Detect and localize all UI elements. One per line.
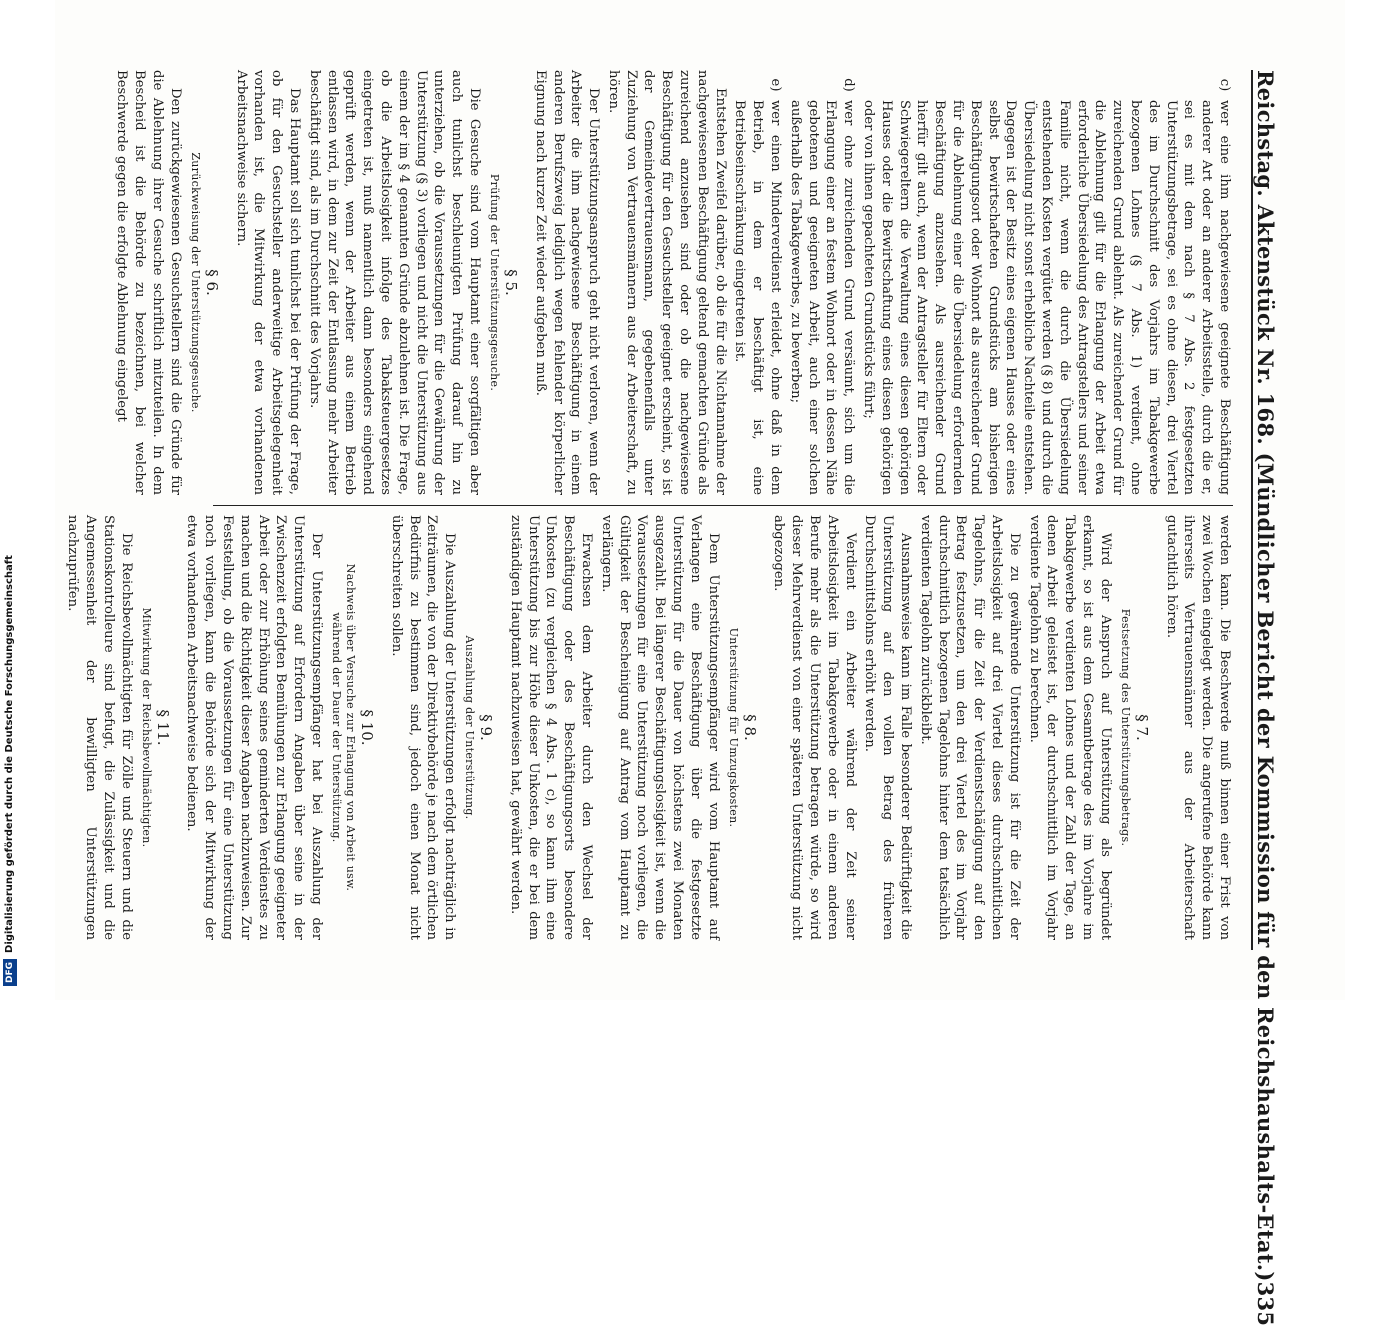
list-text: wer ohne zureichenden Grund versäumt, sich um die Erlangung einer an festem Wohnort oder in dessen Nähe gebotenen und geeigneten Arbeit, auch einer solchen außerhalb des Tabakgewerbes, zu bewerben; <box>787 100 857 495</box>
list-letter: e) <box>768 78 784 92</box>
section-number: § 7. <box>1132 714 1151 741</box>
paragraph: werden kann. Die Beschwerde muß binnen einer Frist von zwei Wochen eingelegt werden. Die angerufene Behörde kann ihrerseits Vertrauensmänner aus der Arbeiterschaft gutachtlich hören. <box>1163 515 1232 940</box>
paragraph: Verdient ein Arbeiter während der Zeit seiner Arbeitslosigkeit im Tabakgewerbe oder in einem anderen Berufe mehr als die Unterstützung betragen würde, so wird dieser Mehrverdienst von einer späteren Unterstützung nicht abgezogen. <box>771 515 858 940</box>
paragraph: Den zurückgewiesenen Gesuchstellern sind die Gründe für die Ablehnung ihrer Gesuche schriftlich mitzuteilen. In dem Bescheid ist die Behörde zu bezeichnen, bei welcher Beschwerde gegen die erfolgte Ablehnung eingelegt <box>114 70 183 495</box>
paragraph: Die zu gewährende Unterstützung ist für die Zeit der Arbeitslosigkeit auf drei Viertel dieses durchschnittlichen Tagelohns, für die Zeit der Verdienstschädigung auf den Betrag festzusetzen, um den drei Viertel des im Vorjahr durchschnittlich bezogenen Tagelohns hinter dem tatsächlich verdienten Tagelohn zurückbleibt. <box>917 515 1022 940</box>
list-text: wer einen Minderverdienst erleidet, ohne daß in dem Betrieb, in dem er beschäftigt ist, eine Betriebseinschränkung eingetreten ist. <box>732 100 784 495</box>
paragraph: Dem Unterstützungsempfänger wird vom Hauptamt auf Verlangen eine Beschäftigung über die festgesetzte Unterstützung für die Dauer von höchstens zwei Monaten ausgezahlt. Bei längerer Beschäftigungslosigkeit ist, wenn die Voraussetzungen für eine Unterstützung noch vorliegen, die Gültigkeit der Bescheinigung auf Antrag vom Hauptamt zu verlängern. <box>598 515 721 940</box>
paragraph: Der Unterstützungsanspruch geht nicht verloren, wenn der Arbeiter die ihm nachgewiesene Beschäftigung in einem anderen Berufszweig lediglich wegen fehlender körperlicher Eignung nach kurzer Zeit wieder aufgeben muß. <box>532 70 602 495</box>
section-number: § 8. <box>740 714 759 741</box>
paragraph: Die Reichsbevollmächtigten für Zölle und Steuern und die Stationskontrolleure sind befugt, die Zulässigkeit und die Angemessenheit der bewilligten Unterstützungen nachzuprüfen. <box>65 515 134 940</box>
page-header <box>1251 70 1287 1326</box>
paragraph: Wird der Anspruch auf Unterstützung als begründet erkannt, so ist aus dem Gesamtbetrage des im Vorjahre im Tabakgewerbe verdienten Lohnes und der Zahl der Tage, an denen Arbeit geleistet ist, der durchschnittlich im Vorjahr verdiente Tagelohn zu berechnen. <box>1026 515 1113 940</box>
digitization-credit-text: Digitalisierung gefördert durch die Deutsche Forschungsgemeinschaft <box>4 555 15 953</box>
section-title: Prüfung der Unterstützungsgesuche. <box>487 173 501 392</box>
section-number: § 5. <box>501 269 520 296</box>
list-item-d <box>786 70 857 495</box>
section-title: Nachweis über Versuche zur Erlangung von Arbeit usw. während der Dauer der Unterstützung. <box>329 563 357 892</box>
list-text: wer eine ihm nachgewiesene geeignete Beschäftigung anderer Art oder an anderer Arbeitsstelle, durch die er, sei es mit dem nach § 7 Abs. 2 festgesetzten Unterstützungsbetrage, sei es ohne diesen, drei Viertel des im Durchschnitt des Vorjahrs im Tabakgewerbe bezogenen Lohnes (§ 7 Abs. 1) verdient, ohne zureichenden Grund ablehnt. Als zureichender Grund für die Ablehnung gilt für die Erlangung der Arbeit etwa erforderliche Übersiedelung des Antragstellers und seiner Familie nicht, wenn die durch die Übersiedelung entstehenden Kosten vergütet werden (§ 8) und durch die Übersiedelung nicht sonst erhebliche Nachteile entstehen. Dagegen ist der Besitz eines eigenen Hauses oder eines selbst bewirtschafteten Grundstücks am bisherigen Beschäftigungsort oder Wohnort als ausreichender Grund für die Ablehnung einer die Übersiedelung erfordernden Beschäftigung anzusehen. Als ausreichender Grund hierfür gilt auch, wenn der Antragsteller für Eltern oder Schwiegereltern die Verwaltung eines diesen gehörigen Hauses oder die Bewirtschaftung eines diesen gehörigen oder von ihnen gepachteten Grundstücks führt; <box>861 100 1232 495</box>
dfg-logo: DFG <box>3 959 17 986</box>
section-number: § 10. <box>357 709 376 746</box>
right-column <box>65 515 1233 940</box>
left-column <box>114 70 1233 495</box>
page-title: Reichstag. Aktenstück Nr. 168. (Mündlicher Bericht der Kommission für den Reichshaushalts-Etat.) <box>1253 70 1278 1282</box>
section-number: § 9. <box>477 714 496 741</box>
document-page <box>55 0 1345 1326</box>
page-number: 335 <box>1253 1281 1278 1326</box>
section-title: Unterstützung für Umzugskosten. <box>726 627 740 828</box>
paragraph: Erwachsen dem Arbeiter durch den Wechsel der Beschäftigung oder des Beschäftigungsorts besondere Unkosten (zu vergleichen § 4 Abs. 1 c), so kann ihm eine Unterstützung bis zur Höhe dieser Unkosten, die er bei dem zuständigen Hauptamt nachzuweisen hat, gewährt werden. <box>507 515 595 940</box>
section-number: § 11. <box>153 709 172 746</box>
section-title: Festsetzung des Unterstützungsbetrags. <box>1118 608 1132 847</box>
section-number: § 6. <box>202 269 221 296</box>
paragraph: Die Gesuche sind vom Hauptamt einer sorgfältigen aber auch tunlichst beschleunigten Prüfung darauf hin zu unterziehen, ob die Voraussetzungen für die Gewährung der Unterstützung (§ 3) vorliegen und nicht die Unterstützung aus einem der im § 4 genannten Gründe abzulehnen ist. Die Frage, ob die Arbeitslosigkeit infolge des Tabaksteuergesetzes eingetreten ist, muß namentlich dann besonders eingehend geprüft werden, wenn der Arbeiter aus einem Betrieb entlassen wird, in dem zur Zeit der Entlassung mehr Arbeiter beschäftigt sind, als im Durchschnitt des Vorjahrs. <box>306 70 482 495</box>
list-item-e <box>731 70 784 495</box>
column-divider <box>213 505 1233 506</box>
paragraph: Ausnahmsweise kann im Falle besonderer Bedürftigkeit die Unterstützung auf den vollen Betrag des früheren Durchschnittslohns erhöht werden. <box>862 515 914 940</box>
paragraph: Der Unterstützungsempfänger hat bei Auszahlung der Unterstützung auf Erfordern Angaben über seine in der Zwischenzeit erfolgten Bemühungen zur Erlangung geeigneter Arbeit oder zur Erhöhung seines geminderten Verdienstes zu machen und die Richtigkeit dieser Angaben nachzuweisen. Zur Feststellung, ob die Voraussetzungen für eine Unterstützung noch vorliegen, kann die Behörde sich der Mitwirkung der etwa vorhandenen Arbeitsnachweise bedienen. <box>184 515 324 940</box>
list-item-c <box>859 70 1233 495</box>
section-title: Auszahlung der Unterstützung. <box>463 635 477 820</box>
digitization-credit <box>0 0 20 1000</box>
section-title: Zurückweisung der Unterstützungsgesuche. <box>188 152 202 413</box>
paragraph: Das Hauptamt soll sich tunlichst bei der Prüfung der Frage, ob für den Gesuchsteller anderweitige Arbeitsgelegenheit vorhanden ist, die Mitwirkung der etwa vorhandenen Arbeitsnachweise sichern. <box>233 70 302 495</box>
list-letter: c) <box>1217 78 1232 92</box>
paragraph: Die Auszahlung der Unterstützungen erfolgt nachträglich in Zeiträumen, die von der Direktivbehörde je nach dem örtlichen Bedürfnis zu bestimmen sind, jedoch einen Monat nicht überschreiten sollen. <box>388 515 458 940</box>
list-letter: d) <box>841 78 857 92</box>
paragraph: Entstehen Zweifel darüber, ob die für die Nichtannahme der nachgewiesenen Beschäftigung geltend gemachten Gründe als zureichend anzusehen sind oder ob die nachgewiesene Beschäftigung für den Gesuchsteller geeignet erscheint, so ist der Gemeindevertrauensmann, gegebenenfalls unter Zuziehung von Vertrauensmännern aus der Arbeiterschaft, zu hören. <box>605 70 728 495</box>
section-title: Mitwirkung der Reichsbevollmächtigten. <box>139 607 153 848</box>
